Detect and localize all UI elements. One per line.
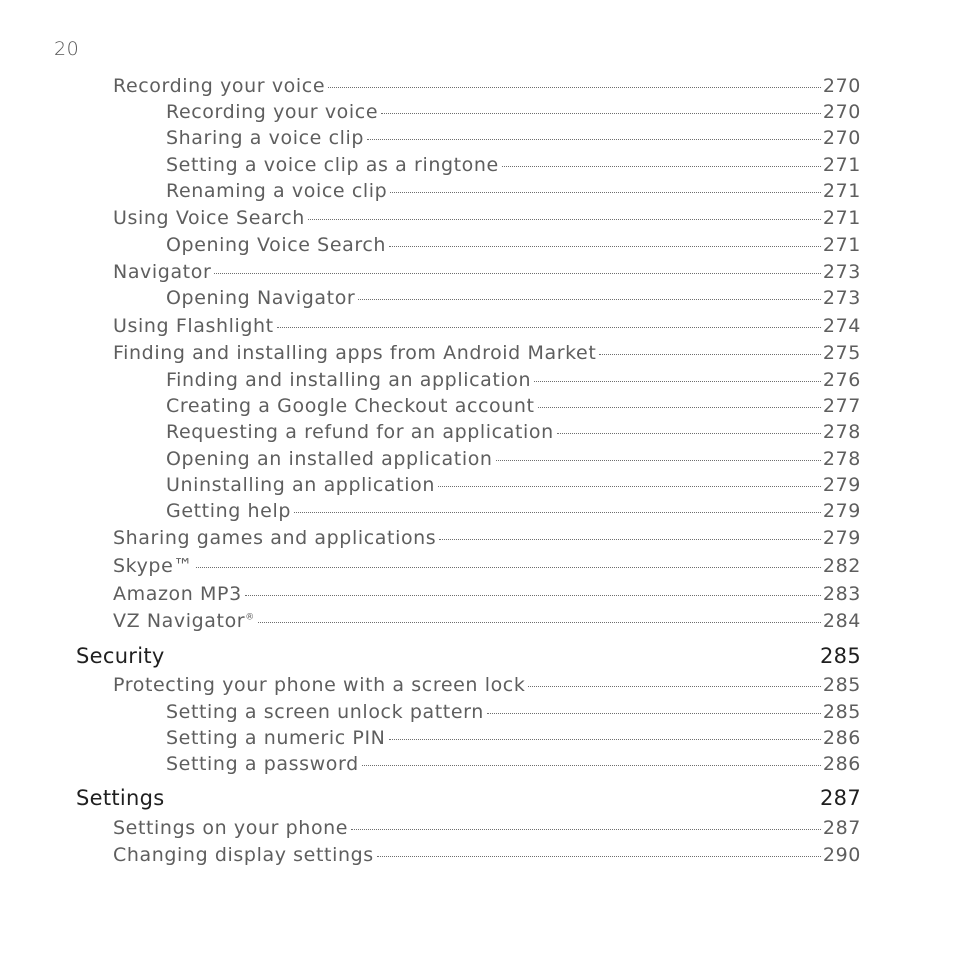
toc-page-number: 290 — [822, 844, 861, 866]
toc-entry-title: Finding and installing an application — [166, 369, 532, 391]
dot-leader — [390, 192, 821, 193]
toc-page-number: 286 — [822, 727, 861, 749]
toc-entry-title: Changing display settings — [113, 844, 374, 866]
toc-entry[interactable] — [113, 554, 861, 578]
toc-entry[interactable] — [166, 700, 861, 724]
dot-leader — [245, 595, 821, 596]
toc-entry-title: Protecting your phone with a screen lock — [113, 674, 526, 696]
dot-leader — [258, 622, 821, 623]
toc-page-number: 278 — [822, 448, 861, 470]
dot-leader — [328, 87, 821, 88]
dot-leader — [496, 460, 821, 461]
toc-entry[interactable] — [166, 286, 861, 310]
dot-leader — [308, 219, 821, 220]
dot-leader — [502, 166, 821, 167]
toc-page-number: 275 — [822, 342, 861, 364]
toc-page-number: 270 — [822, 127, 861, 149]
page-number: 20 — [54, 38, 80, 60]
toc-page-number: 279 — [822, 474, 861, 496]
toc-entry-title: Opening Navigator — [166, 287, 356, 309]
toc-entry[interactable] — [166, 100, 861, 124]
dot-leader — [389, 246, 821, 247]
toc-entry-title: Opening Voice Search — [166, 234, 387, 256]
dot-leader — [277, 327, 821, 328]
toc-page-number: 278 — [822, 421, 861, 443]
toc-entry-title: Requesting a refund for an application — [166, 421, 554, 443]
toc-entry[interactable] — [166, 179, 861, 203]
toc-entry-title: Creating a Google Checkout account — [166, 395, 535, 417]
dot-leader — [389, 739, 821, 740]
dot-leader — [367, 139, 821, 140]
dot-leader — [196, 567, 821, 568]
toc-page-number: 285 — [822, 674, 861, 696]
toc-entry-title: Opening an installed application — [166, 448, 493, 470]
toc-entry-title: Setting a password — [166, 753, 359, 775]
toc-entry[interactable] — [166, 499, 861, 523]
toc-page-number: 282 — [822, 555, 861, 577]
toc-page-number: 273 — [822, 261, 861, 283]
toc-page-number: 277 — [822, 395, 861, 417]
dot-leader — [599, 354, 821, 355]
toc-entry[interactable] — [113, 582, 861, 606]
toc-page-number: 270 — [822, 101, 861, 123]
toc-page-number: 285 — [822, 701, 861, 723]
toc-section-heading[interactable] — [76, 786, 861, 810]
dot-leader — [351, 829, 821, 830]
toc-page-number: 283 — [822, 583, 861, 605]
dot-leader — [487, 713, 821, 714]
toc-entry[interactable] — [113, 816, 861, 840]
toc-entry-title: Settings — [76, 786, 165, 810]
toc-entry-title: Renaming a voice clip — [166, 180, 388, 202]
dot-leader — [214, 273, 821, 274]
toc-entry[interactable] — [113, 341, 861, 365]
toc-entry[interactable] — [166, 752, 861, 776]
toc-entry-title: Navigator — [113, 261, 212, 283]
toc-entry[interactable] — [113, 609, 861, 633]
toc-entry[interactable] — [113, 673, 861, 697]
dot-leader — [381, 113, 821, 114]
toc-page-number: 284 — [822, 610, 861, 632]
toc-entry[interactable] — [166, 126, 861, 150]
toc-entry[interactable] — [113, 206, 861, 230]
toc-entry-title: Amazon MP3 — [113, 583, 242, 605]
toc-entry-title: Using Flashlight — [113, 315, 274, 337]
toc-page-number: 274 — [822, 315, 861, 337]
toc-entry-title: Getting help — [166, 500, 292, 522]
toc-page-number: 285 — [820, 644, 861, 668]
toc-page-number: 271 — [822, 234, 861, 256]
toc-page-number: 271 — [822, 154, 861, 176]
toc-entry[interactable] — [113, 526, 861, 550]
toc-page-number: 271 — [822, 207, 861, 229]
toc-entry-title: Sharing a voice clip — [166, 127, 365, 149]
toc-entry-title: Finding and installing apps from Android Market — [113, 342, 597, 364]
dot-leader — [439, 539, 821, 540]
toc-entry-title: Settings on your phone — [113, 817, 349, 839]
toc-entry-title: VZ Navigator® — [113, 610, 255, 632]
toc-entry[interactable] — [166, 473, 861, 497]
dot-leader — [438, 486, 821, 487]
toc-page-number: 287 — [820, 786, 861, 810]
toc-page-number: 279 — [822, 500, 861, 522]
dot-leader — [534, 381, 821, 382]
toc-entry-title: Skype™ — [113, 555, 193, 577]
toc-page-number: 271 — [822, 180, 861, 202]
toc-entry-title: Recording your voice — [166, 101, 379, 123]
dot-leader — [557, 433, 821, 434]
toc-entry[interactable] — [166, 420, 861, 444]
toc-entry[interactable] — [113, 260, 861, 284]
toc-entry-title: Security — [76, 644, 165, 668]
toc-entry-title: Setting a voice clip as a ringtone — [166, 154, 499, 176]
dot-leader — [377, 856, 821, 857]
toc-entry[interactable] — [166, 726, 861, 750]
toc-page-number: 273 — [822, 287, 861, 309]
toc-entry[interactable] — [113, 74, 861, 98]
toc-entry[interactable] — [113, 314, 861, 338]
toc-entry[interactable] — [166, 447, 861, 471]
toc-entry-title: Recording your voice — [113, 75, 326, 97]
toc-page-number: 287 — [822, 817, 861, 839]
toc-entry-title: Uninstalling an application — [166, 474, 435, 496]
toc-page-number: 270 — [822, 75, 861, 97]
dot-leader — [538, 407, 821, 408]
toc-entry-title: Sharing games and applications — [113, 527, 437, 549]
toc-entry[interactable] — [166, 153, 861, 177]
registered-mark: ® — [245, 612, 255, 623]
dot-leader — [362, 765, 821, 766]
toc-page-number: 276 — [822, 369, 861, 391]
toc-entry[interactable] — [166, 394, 861, 418]
toc-entry[interactable] — [166, 368, 861, 392]
toc-page-number: 286 — [822, 753, 861, 775]
toc-page-number: 279 — [822, 527, 861, 549]
toc-entry[interactable] — [113, 843, 861, 867]
dot-leader — [294, 512, 821, 513]
toc-section-heading[interactable] — [76, 644, 861, 668]
dot-leader — [528, 686, 820, 687]
toc-entry-title: Setting a screen unlock pattern — [166, 701, 484, 723]
toc-entry-title: Setting a numeric PIN — [166, 727, 386, 749]
toc-entry[interactable] — [166, 233, 861, 257]
toc-entry-title: Using Voice Search — [113, 207, 305, 229]
dot-leader — [358, 299, 821, 300]
